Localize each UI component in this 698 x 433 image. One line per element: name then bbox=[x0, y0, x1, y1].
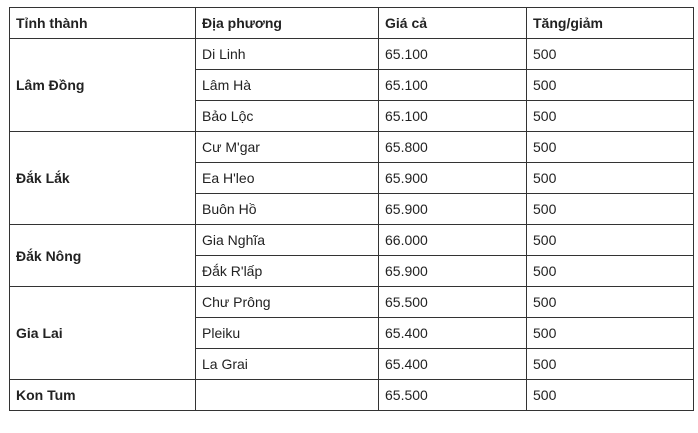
price-cell: 65.100 bbox=[379, 39, 527, 70]
table-row bbox=[10, 380, 694, 411]
table-row bbox=[10, 132, 694, 163]
province-cell: Lâm Đồng bbox=[10, 39, 196, 132]
change-cell: 500 bbox=[527, 287, 694, 318]
header-locality: Địa phương bbox=[196, 8, 379, 39]
change-cell: 500 bbox=[527, 380, 694, 411]
price-cell: 65.500 bbox=[379, 287, 527, 318]
province-cell: Đắk Nông bbox=[10, 225, 196, 287]
locality-cell: Ea H'leo bbox=[196, 163, 379, 194]
locality-cell: Buôn Hồ bbox=[196, 194, 379, 225]
price-cell: 65.900 bbox=[379, 163, 527, 194]
header-change: Tăng/giảm bbox=[527, 8, 694, 39]
locality-cell: La Grai bbox=[196, 349, 379, 380]
price-table bbox=[9, 7, 694, 411]
change-cell: 500 bbox=[527, 163, 694, 194]
price-cell: 65.800 bbox=[379, 132, 527, 163]
locality-cell bbox=[196, 380, 379, 411]
price-cell: 65.100 bbox=[379, 70, 527, 101]
change-cell: 500 bbox=[527, 256, 694, 287]
change-cell: 500 bbox=[527, 318, 694, 349]
province-cell: Đắk Lắk bbox=[10, 132, 196, 225]
change-cell: 500 bbox=[527, 101, 694, 132]
change-cell: 500 bbox=[527, 225, 694, 256]
price-cell: 65.900 bbox=[379, 194, 527, 225]
locality-cell: Gia Nghĩa bbox=[196, 225, 379, 256]
header-province: Tỉnh thành bbox=[10, 8, 196, 39]
locality-cell: Cư M'gar bbox=[196, 132, 379, 163]
price-cell: 65.400 bbox=[379, 349, 527, 380]
locality-cell: Bảo Lộc bbox=[196, 101, 379, 132]
table-row bbox=[10, 39, 694, 70]
locality-cell: Pleiku bbox=[196, 318, 379, 349]
change-cell: 500 bbox=[527, 132, 694, 163]
price-cell: 65.400 bbox=[379, 318, 527, 349]
price-cell: 66.000 bbox=[379, 225, 527, 256]
locality-cell: Di Linh bbox=[196, 39, 379, 70]
locality-cell: Đắk R'lấp bbox=[196, 256, 379, 287]
price-cell: 65.100 bbox=[379, 101, 527, 132]
header-price: Giá cả bbox=[379, 8, 527, 39]
table-row bbox=[10, 225, 694, 256]
table-row bbox=[10, 287, 694, 318]
locality-cell: Lâm Hà bbox=[196, 70, 379, 101]
locality-cell: Chư Prông bbox=[196, 287, 379, 318]
change-cell: 500 bbox=[527, 70, 694, 101]
province-cell: Kon Tum bbox=[10, 380, 196, 411]
change-cell: 500 bbox=[527, 194, 694, 225]
header-row bbox=[10, 8, 694, 39]
change-cell: 500 bbox=[527, 349, 694, 380]
change-cell: 500 bbox=[527, 39, 694, 70]
price-cell: 65.500 bbox=[379, 380, 527, 411]
price-cell: 65.900 bbox=[379, 256, 527, 287]
province-cell: Gia Lai bbox=[10, 287, 196, 380]
